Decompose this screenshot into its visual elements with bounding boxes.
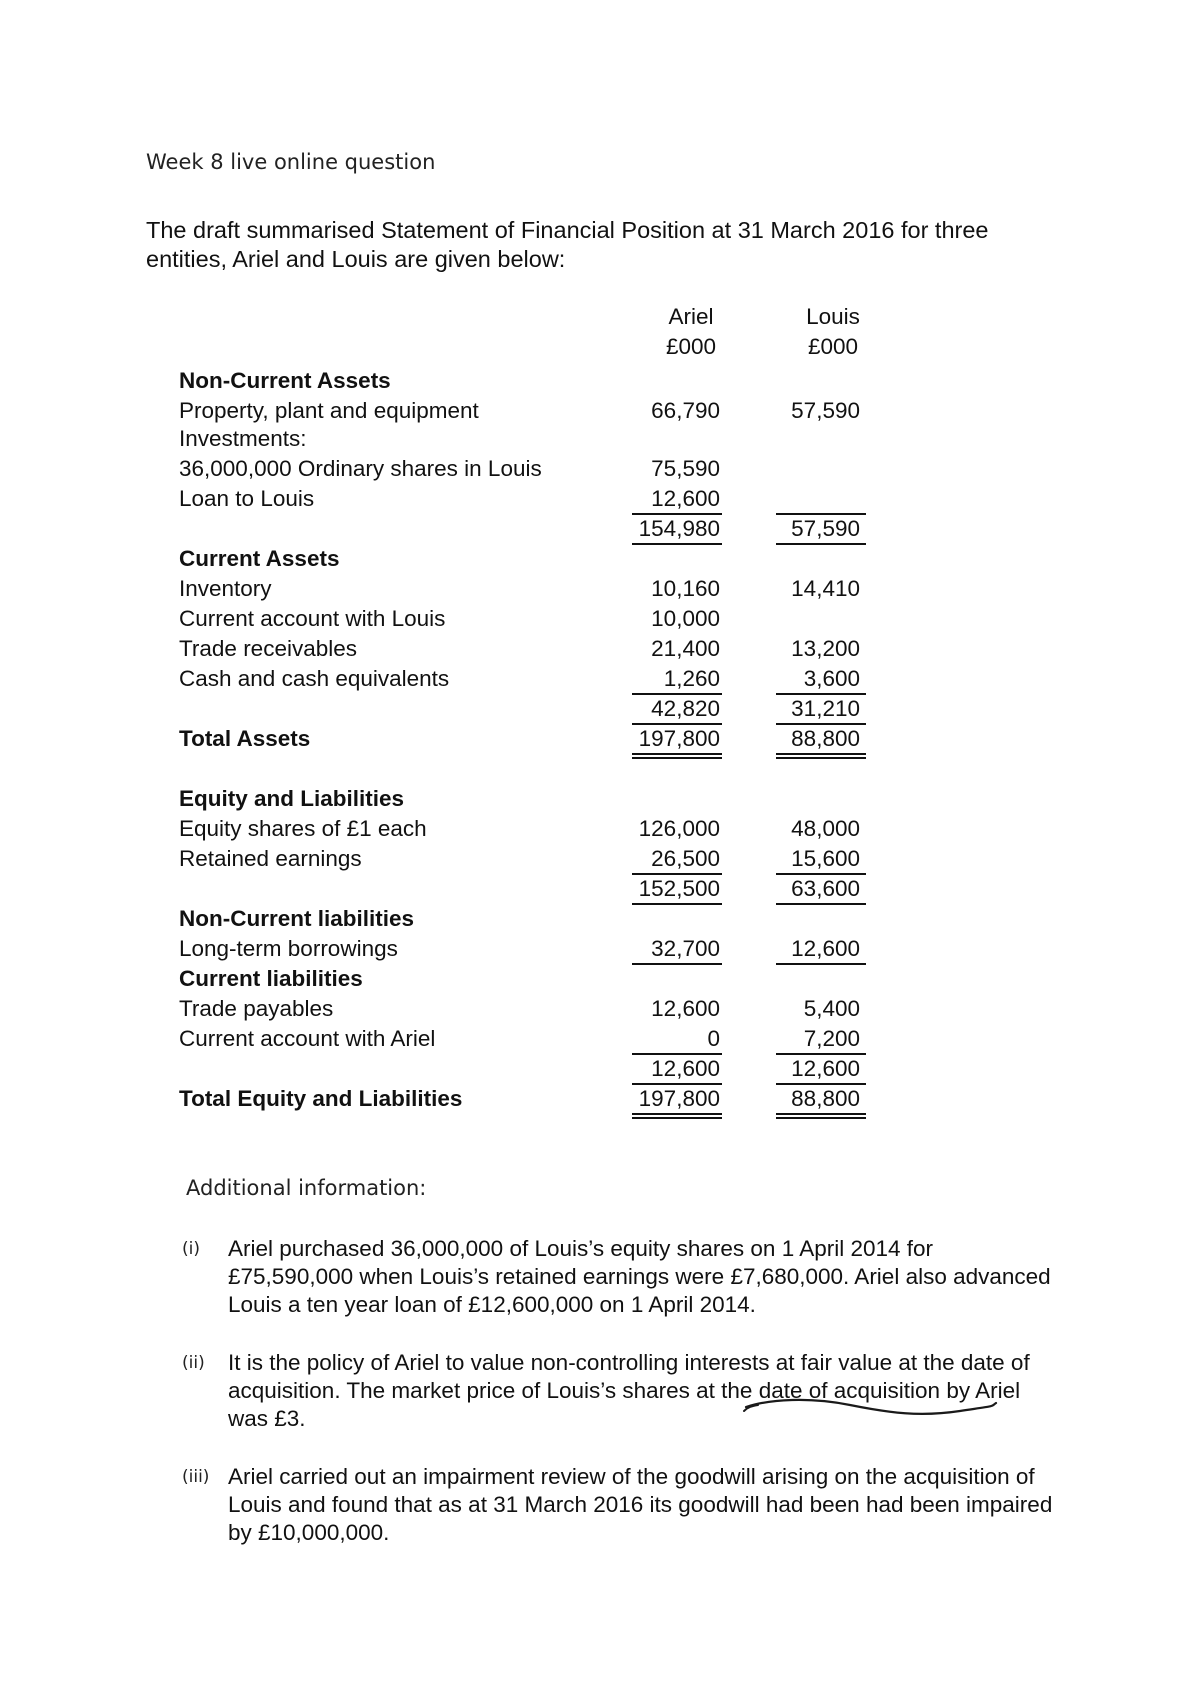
table-row	[0, 1086, 1200, 1116]
underline-rule	[632, 753, 722, 755]
underline-rule	[776, 513, 866, 515]
underline-rule	[776, 903, 866, 905]
table-row	[0, 1056, 1200, 1086]
ariel-value: 42,820	[651, 696, 720, 721]
ariel-value: 10,160	[651, 576, 720, 601]
underline-rule	[632, 873, 722, 875]
louis-value: 13,200	[791, 636, 860, 661]
row-label: Total Assets	[179, 726, 311, 751]
row-label: Current liabilities	[179, 966, 363, 991]
ariel-value: 12,600	[651, 996, 720, 1021]
underline-rule	[632, 1113, 722, 1115]
page-title: Week 8 live online question	[146, 150, 436, 174]
ariel-value: 154,980	[638, 516, 720, 541]
ariel-value: 126,000	[638, 816, 720, 841]
underline-rule	[632, 513, 722, 515]
louis-value: 57,590	[791, 516, 860, 541]
underline-rule	[776, 1083, 866, 1085]
underline-rule	[776, 693, 866, 695]
row-label: Cash and cash equivalents	[179, 666, 450, 691]
underline-rule	[776, 1117, 866, 1119]
underline-rule	[776, 753, 866, 755]
row-label: Total Equity and Liabilities	[179, 1086, 463, 1111]
table-row	[0, 846, 1200, 876]
louis-value: 5,400	[803, 996, 860, 1021]
additional-information-heading: Additional information:	[186, 1176, 427, 1200]
row-label: Trade receivables	[179, 636, 358, 661]
row-label: 36,000,000 Ordinary shares in Louis	[179, 456, 542, 481]
ariel-value: 10,000	[651, 606, 720, 631]
louis-value: 15,600	[791, 846, 860, 871]
note-text: Ariel purchased 36,000,000 of Louis’s equity shares on 1 April 2014 for £75,590,000 when Louis’s retained earnings were £7,680,000. Ariel also advanced Louis a ten year loan of £12,600,000 on 1 April 2014.	[228, 1236, 1051, 1317]
table-row	[0, 816, 1200, 846]
ariel-value: 12,600	[651, 1056, 720, 1081]
louis-value: 48,000	[791, 816, 860, 841]
louis-value: 12,600	[791, 1056, 860, 1081]
louis-value: 31,210	[791, 696, 860, 721]
column-header-louis: Louis	[806, 304, 860, 329]
louis-value: 3,600	[803, 666, 860, 691]
table-row	[0, 426, 1200, 456]
ariel-value: 26,500	[651, 846, 720, 871]
underline-rule	[632, 757, 722, 759]
table-row	[0, 636, 1200, 666]
table-row	[0, 666, 1200, 696]
table-row	[0, 906, 1200, 936]
ariel-value: 197,800	[638, 1086, 720, 1111]
column-unit-ariel: £000	[665, 334, 717, 359]
table-row	[0, 398, 1200, 428]
row-label: Long-term borrowings	[179, 936, 398, 961]
table-row	[0, 726, 1200, 756]
underline-rule	[776, 757, 866, 759]
underline-rule	[632, 963, 722, 965]
louis-value: 57,590	[791, 398, 860, 423]
underline-rule	[776, 1053, 866, 1055]
ariel-value: 1,260	[663, 666, 720, 691]
underline-rule	[776, 543, 866, 545]
row-label: Equity shares of £1 each	[179, 816, 427, 841]
note-number: (iii)	[182, 1467, 210, 1487]
louis-value: 14,410	[791, 576, 860, 601]
underline-rule	[632, 1117, 722, 1119]
table-row	[0, 876, 1200, 906]
underline-rule	[776, 873, 866, 875]
row-label: Investments:	[179, 426, 307, 451]
column-header-ariel: Ariel	[668, 304, 714, 329]
louis-value: 88,800	[791, 1086, 860, 1111]
note-text: Ariel carried out an impairment review of the goodwill arising on the acquisition of Louis and found that as at 31 March 2016 its goodwill had been had been impaired by £10,000,000.	[228, 1464, 1053, 1545]
handwritten-underline-annotation	[740, 1395, 1000, 1435]
ariel-value: 152,500	[638, 876, 720, 901]
underline-rule	[776, 723, 866, 725]
underline-rule	[632, 1053, 722, 1055]
row-label: Non-Current liabilities	[179, 906, 415, 931]
row-label: Equity and Liabilities	[179, 786, 405, 811]
row-label: Inventory	[179, 576, 272, 601]
row-label: Current Assets	[179, 546, 340, 571]
row-label: Retained earnings	[179, 846, 362, 871]
table-row	[0, 606, 1200, 636]
ariel-value: 197,800	[638, 726, 720, 751]
row-label: Non-Current Assets	[179, 368, 391, 393]
row-label: Trade payables	[179, 996, 334, 1021]
louis-value: 12,600	[791, 936, 860, 961]
louis-value: 63,600	[791, 876, 860, 901]
underline-rule	[632, 543, 722, 545]
table-row	[0, 486, 1200, 516]
table-row	[0, 936, 1200, 966]
underline-rule	[776, 1113, 866, 1115]
underline-rule	[632, 903, 722, 905]
ariel-value: 32,700	[651, 936, 720, 961]
ariel-value: 66,790	[651, 398, 720, 423]
note-number: (ii)	[182, 1353, 205, 1373]
louis-value: 88,800	[791, 726, 860, 751]
table-row	[0, 368, 1200, 398]
underline-rule	[632, 693, 722, 695]
row-label: Property, plant and equipment	[179, 398, 479, 423]
ariel-value: 12,600	[651, 486, 720, 511]
louis-value: 7,200	[803, 1026, 860, 1051]
ariel-value: 0	[707, 1026, 720, 1051]
table-row	[0, 966, 1200, 996]
column-unit-louis: £000	[807, 334, 859, 359]
table-row	[0, 696, 1200, 726]
row-label: Current account with Louis	[179, 606, 446, 631]
underline-rule	[776, 963, 866, 965]
ariel-value: 21,400	[651, 636, 720, 661]
underline-rule	[632, 1083, 722, 1085]
table-row	[0, 1026, 1200, 1056]
table-row	[0, 996, 1200, 1026]
intro-paragraph: The draft summarised Statement of Financial Position at 31 March 2016 for three entities, Ariel and Louis are given below:	[146, 217, 989, 272]
ariel-value: 75,590	[651, 456, 720, 481]
row-label: Current account with Ariel	[179, 1026, 436, 1051]
table-row	[0, 546, 1200, 576]
note-number: (i)	[182, 1239, 200, 1259]
note-text: It is the policy of Ariel to value non-controlling interests at fair value at the date of acquisition. The market price of Louis’s shares at the date of acquisition by Ariel was £3.	[228, 1350, 1030, 1431]
underline-rule	[632, 723, 722, 725]
table-row	[0, 516, 1200, 546]
table-row	[0, 786, 1200, 816]
table-row	[0, 576, 1200, 606]
table-row	[0, 456, 1200, 486]
row-label: Loan to Louis	[179, 486, 315, 511]
